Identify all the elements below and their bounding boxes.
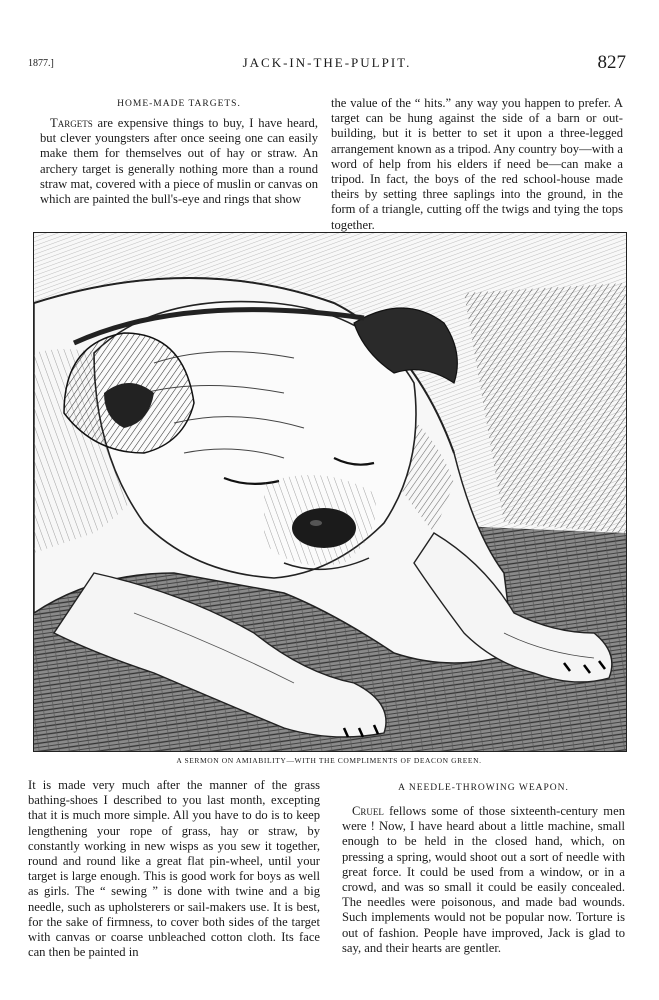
magazine-section-title: JACK-IN-THE-PULPIT. (242, 55, 412, 70)
section-heading-needle: A NEEDLE-THROWING WEAPON. (398, 783, 569, 793)
running-header (28, 52, 626, 76)
needle-lead-word: Cruel (352, 804, 384, 818)
column-bottom-left (28, 778, 320, 960)
page-number: 827 (597, 52, 626, 73)
column-bottom-right (342, 782, 625, 956)
illustration-caption: A SERMON ON AMIABILITY—WITH THE COMPLIMENTS OF DEACON GREEN. (176, 756, 482, 765)
targets-paragraph-2: It is made very much after the manner of the grass bathing-shoes I described to you last month, excepting that it is much more simple. All you have to do is to keep lengthening your rope of grass, hay or straw, by constantly working in new wisps as you sew it together, round and round like a great flat pin-wheel, until your target is large enough. This is good work for boys as well as girls. The “ sewing ” is done with twine and a big needle, such as upholsterers or sail-makers use. It is best, for the sake of firmness, to cover both sides of the target with canvas or coarse unbleached cotton cloth. Its face can then be painted in (28, 778, 320, 960)
sleeping-bulldog-icon (34, 233, 626, 751)
column-top-right (331, 96, 623, 233)
needle-paragraph-text: fellows some of those sixteenth-century men were ! Now, I have heard about a little machine, small enough to be held in the closed hand, which, on pressing a spring, would shoot out a sort of needle with great force. It could be used from a window, or in a crowd, and was so small it could be easily concealed. The needles were poisonous, and made bad wounds. Such implements would not be popular now. Torture is out of fashion. People have improved, Jack is glad to say, and their hearts are gentler. (342, 804, 625, 955)
targets-paragraph-1-continued: the value of the “ hits.” any way you happen to prefer. A target can be hung against the side of a barn or out-building, but it is better to set it upon a three-legged arrangement known as a tripod. Any country boy—with a word of help from his elders if need be—can make a tripod. In fact, the boys of the red school-house made theirs by setting three saplings into the ground, in the form of a triangle, cutting off the twigs and tying the tops together. (331, 96, 623, 232)
column-top-left (40, 98, 318, 207)
section-heading-targets: HOME-MADE TARGETS. (117, 99, 241, 109)
targets-lead-word: Targets (50, 116, 93, 130)
issue-date: 1877.] (28, 58, 54, 69)
dog-illustration (33, 232, 627, 752)
needle-paragraph (342, 804, 625, 956)
targets-paragraph-1-text: are expensive things to buy, I have heard, but clever youngsters after once seeing one can easily make them for themselves out of hay or straw. An archery target is generally nothing more than a round straw mat, covered with a piece of muslin or canvas on which are painted the bull's-eye and rings that show (40, 116, 318, 207)
targets-paragraph-1 (40, 116, 318, 207)
